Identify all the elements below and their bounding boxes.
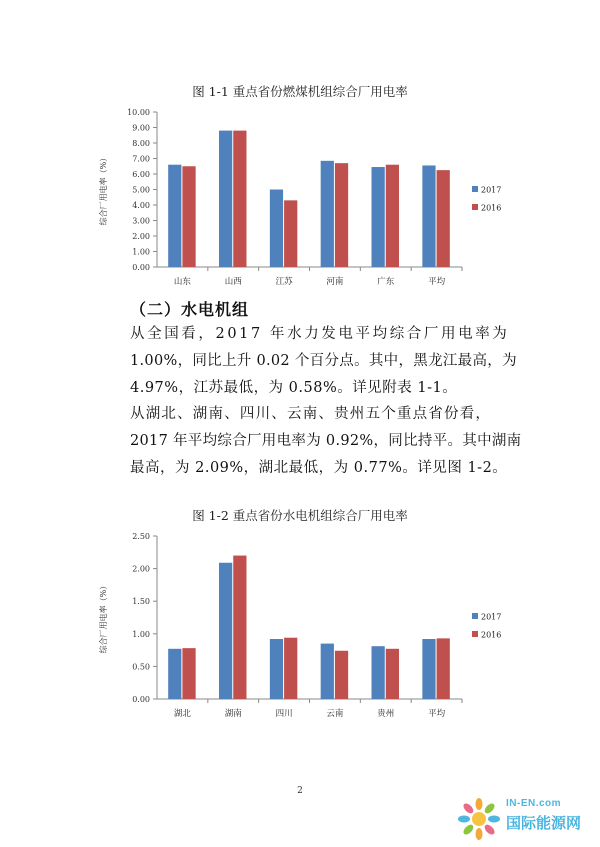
- legend-label-2016: 2016: [481, 630, 502, 640]
- para1-line: 4.97%，江苏最低，为 0.58%。详见附表 1-1。: [130, 380, 458, 396]
- legend-label-2017: 2017: [481, 185, 502, 195]
- bar-2017-云南: [321, 644, 334, 699]
- category-label: 山东: [173, 277, 191, 287]
- y-tick-label: 1.00: [132, 629, 150, 639]
- bar-2017-四川: [270, 639, 283, 699]
- bar-2017-平均: [422, 639, 435, 699]
- category-label: 平均: [428, 277, 446, 287]
- bar-2017-湖北: [168, 649, 181, 699]
- y-tick-label: 2.00: [132, 564, 150, 574]
- y-tick-label: 8.00: [132, 139, 150, 148]
- category-label: 江苏: [275, 277, 293, 287]
- bar-2016-平均: [437, 638, 450, 699]
- para1-line: 从全国看，2017 年水力发电平均综合厂用电率为: [130, 326, 510, 342]
- y-tick-label: 2.50: [132, 532, 150, 541]
- category-label: 平均: [428, 709, 446, 719]
- bar-2017-贵州: [372, 646, 385, 699]
- watermark-name: 国际能源网: [506, 814, 582, 832]
- y-axis-label: 综合厂用电率（%）: [99, 581, 108, 654]
- bar-2016-贵州: [386, 649, 399, 699]
- chart2-title: 图 1-2 重点省份水电机组综合厂用电率: [192, 508, 408, 523]
- y-tick-label: 3.00: [132, 216, 150, 226]
- bar-2016-四川: [284, 638, 297, 699]
- category-label: 贵州: [377, 709, 395, 719]
- para1-line: 1.00%，同比上升 0.02 个百分点。其中，黑龙江最高，为: [130, 353, 517, 369]
- legend-label-2016: 2016: [481, 203, 502, 213]
- y-tick-label: 1.00: [132, 247, 150, 257]
- y-tick-label: 4.00: [132, 201, 150, 210]
- legend-swatch-2017: [472, 613, 478, 619]
- y-tick-label: 0.50: [132, 662, 150, 672]
- y-tick-label: 1.50: [132, 597, 150, 607]
- chart1-title: 图 1-1 重点省份燃煤机组综合厂用电率: [192, 84, 408, 99]
- section-heading-hydro: （二）水电机组: [130, 300, 250, 319]
- y-tick-label: 10.00: [127, 108, 150, 117]
- para2-line: 从湖北、湖南、四川、云南、贵州五个重点省份看，: [130, 406, 492, 422]
- category-label: 山西: [224, 277, 242, 287]
- category-label: 湖北: [173, 709, 191, 719]
- y-tick-label: 5.00: [132, 185, 150, 195]
- category-label: 河南: [326, 277, 344, 287]
- legend-swatch-2016: [472, 631, 478, 637]
- category-label: 云南: [326, 709, 344, 719]
- y-tick-label: 2.00: [132, 232, 150, 241]
- category-label: 四川: [275, 709, 293, 719]
- category-label: 湖南: [224, 709, 242, 719]
- legend-label-2017: 2017: [481, 612, 502, 622]
- category-label: 广东: [377, 277, 395, 287]
- para2-line: 最高，为 2.09%，湖北最低，为 0.77%。详见图 1-2。: [130, 460, 508, 476]
- watermark-logo: [456, 796, 596, 842]
- para2-line: 2017 年平均综合厂用电率为 0.92%，同比持平。其中湖南: [130, 433, 522, 449]
- y-tick-label: 6.00: [132, 170, 150, 179]
- bar-2016-湖南: [233, 556, 246, 699]
- bar-2016-云南: [335, 651, 348, 699]
- y-tick-label: 7.00: [132, 154, 150, 164]
- y-tick-label: 9.00: [132, 123, 150, 133]
- bar-2016-湖北: [182, 648, 195, 699]
- y-tick-label: 0.00: [132, 695, 150, 704]
- watermark-url: IN-EN.com: [506, 798, 562, 809]
- sun-logo-icon: [456, 796, 502, 842]
- bar-2017-湖南: [219, 563, 232, 699]
- y-tick-label: 0.00: [132, 263, 150, 272]
- y-axis-label: 综合厂用电率（%）: [99, 153, 108, 226]
- page-number: 2: [297, 786, 303, 796]
